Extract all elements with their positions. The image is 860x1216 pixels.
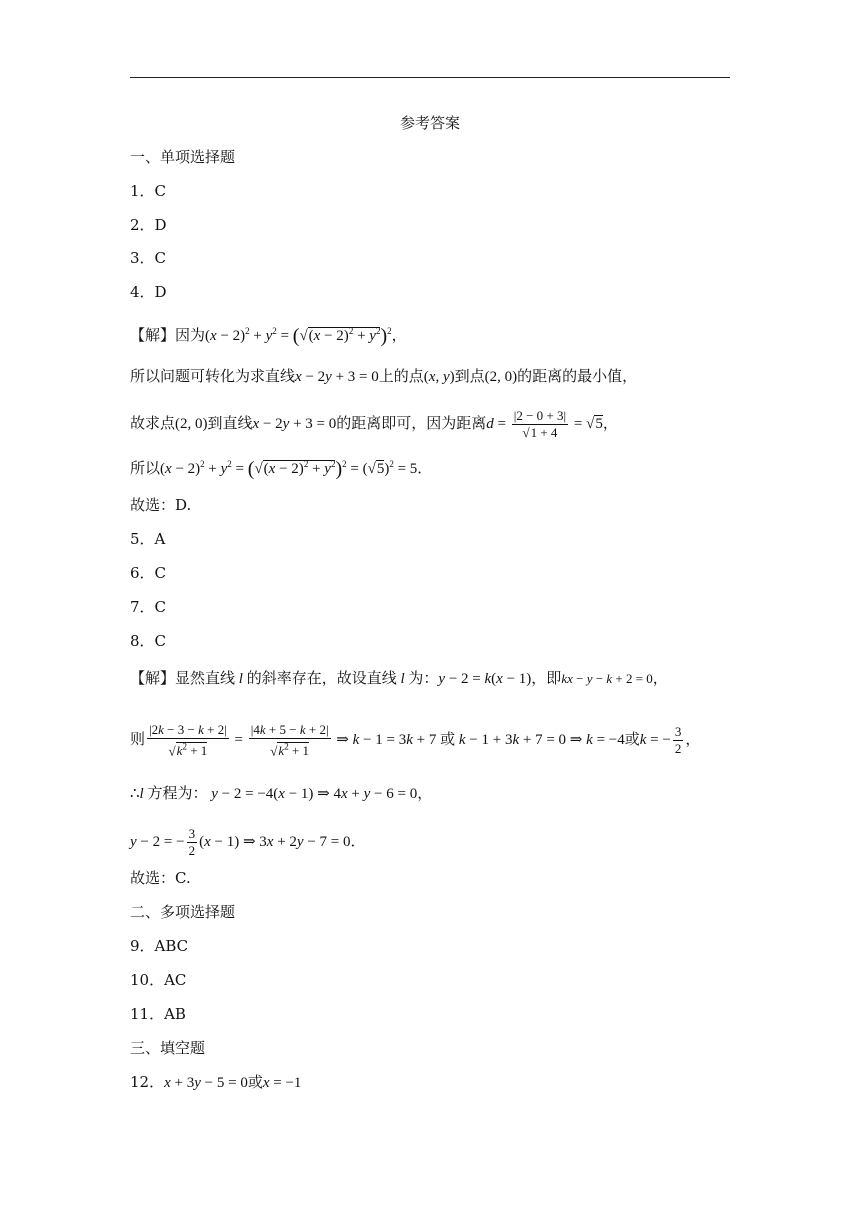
section-heading-fill-blank: 三、填空题 (130, 1039, 206, 1057)
page-title: 参考答案 (399, 114, 460, 132)
answer-7: 7．C (130, 598, 167, 616)
solution-8-line-1: 【解】显然直线 l 的斜率存在，故设直线 l 为：y − 2 = k(x − 1)，即kx − y − k + 2 = 0， (130, 669, 668, 687)
solution-8-line-2: 则 $\frac{|2k - 3 - k + 2|}{√k^2 + 1}$ = $\frac{|4k + 5 - k + 2|}{√k^2 + 1}$ ⇒ k − 1 = 3k + 7 或 k − 1 + 3k + 7 = 0 ⇒ k = −4或k = − $\frac{3}{2}$ ， (130, 722, 701, 759)
answer-8: 8．C (130, 632, 167, 650)
solution-4-line-1: 【解】因为$(x - 2)^2 + y^2 = (√(x - 2)^2 + y^2)^2$， (130, 325, 407, 347)
answer-5: 5．A (130, 530, 166, 548)
section-heading-single-choice: 一、单项选择题 (130, 148, 236, 166)
answer-6: 6．C (130, 564, 167, 582)
answer-10: 10．AC (130, 971, 187, 989)
solution-8-line-5: 故选：C. (130, 869, 191, 887)
solution-4-line-2: 所以问题可转化为求直线x − 2y + 3 = 0上的点(x, y)到点(2, 0)的距离的最小值， (130, 367, 638, 385)
answer-4: 4．D (130, 283, 167, 301)
answer-1: 1．C (130, 182, 167, 200)
answer-3: 3．C (130, 249, 167, 267)
answer-9: 9．ABC (130, 937, 189, 955)
section-heading-multiple-choice: 二、多项选择题 (130, 903, 236, 921)
solution-4-line-3: 故求点(2, 0)到直线x − 2y + 3 = 0的距离即可，因为距离d = $\frac{|2 - 0 + 3|}{√1 + 4}$ = √5， (130, 408, 618, 440)
answer-12: 12．x + 3y − 5 = 0或x = −1 (130, 1073, 302, 1091)
header-rule (130, 77, 730, 78)
solution-8-line-3: ∴l 方程为： y − 2 = −4(x − 1) ⇒ 4x + y − 6 = 0， (130, 784, 433, 802)
solution-8-line-4: y − 2 = − $\frac{3}{2}$ (x − 1) ⇒ 3x + 2y − 7 = 0． (130, 826, 366, 858)
answer-11: 11．AB (130, 1005, 186, 1023)
math-expression: $(x - 2)^2 + y^2 = (√(x - 2)^2 + y^2)^2$ (205, 325, 392, 347)
answer-2: 2．D (130, 216, 167, 234)
solution-4-line-4: 所以$(x - 2)^2 + y^2 = (√(x - 2)^2 + y^2)^2 = (√5)^2 = 5$． (130, 458, 433, 480)
solution-4-line-5: 故选：D. (130, 496, 192, 514)
